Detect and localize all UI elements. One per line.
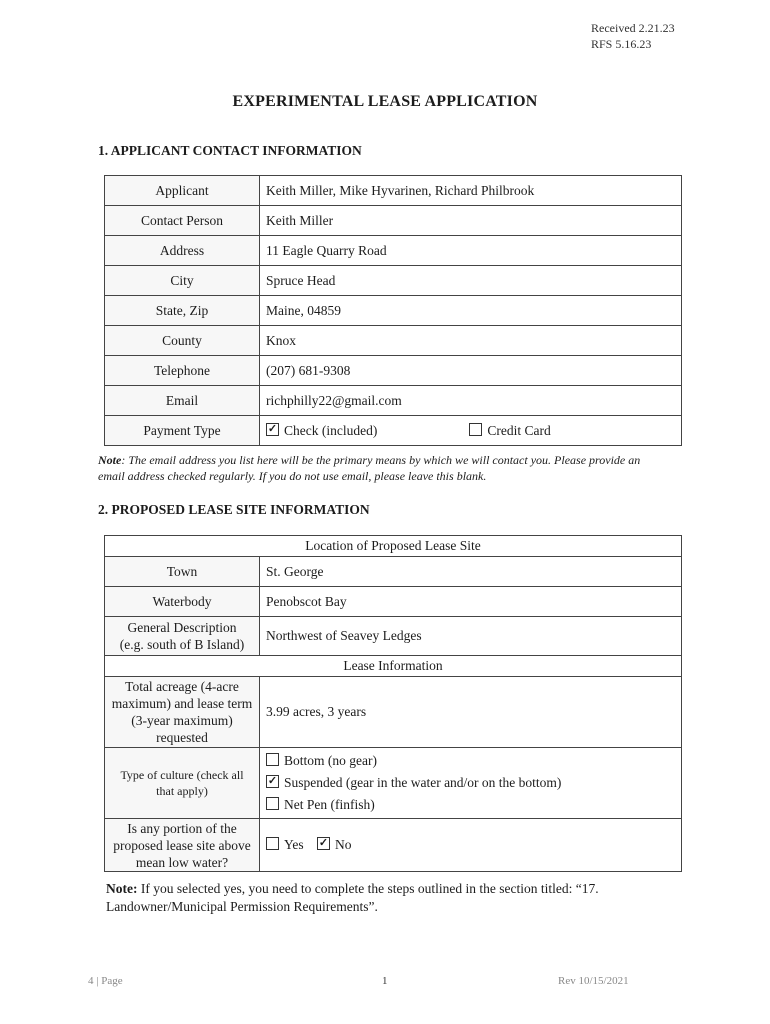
- lease-info-header: Lease Information: [105, 656, 682, 677]
- table-row: [105, 386, 682, 416]
- state-zip-field[interactable]: Maine, 04859: [260, 296, 682, 326]
- table-row: [105, 587, 682, 617]
- lease-site-table: [104, 535, 682, 872]
- above-low-water-options: [260, 819, 682, 872]
- checkbox-icon[interactable]: [266, 753, 279, 766]
- applicant-contact-table: [104, 175, 682, 446]
- table-row: [105, 656, 682, 677]
- note2-text: If you selected yes, you need to complete the steps outlined in the section titled: “17. Landowner/Municipal Permission Requirements”.: [106, 881, 599, 914]
- acreage-label: Total acreage (4-acre maximum) and lease term (3-year maximum) requested: [105, 677, 260, 748]
- email-field[interactable]: richphilly22@gmail.com: [260, 386, 682, 416]
- footer-page-label: 4 | Page: [88, 975, 123, 987]
- table-row: [105, 326, 682, 356]
- county-field[interactable]: Knox: [260, 326, 682, 356]
- culture-option-bottom[interactable]: [266, 750, 675, 772]
- town-field[interactable]: St. George: [260, 557, 682, 587]
- table-row: [105, 677, 682, 748]
- checkbox-icon[interactable]: [266, 797, 279, 810]
- payment-check-label: Check (included): [284, 422, 378, 438]
- footer-center-number: 1: [382, 975, 388, 987]
- checkbox-icon[interactable]: [266, 775, 279, 788]
- description-field[interactable]: Northwest of Seavey Ledges: [260, 617, 682, 656]
- table-row: [105, 748, 682, 819]
- table-row: [105, 236, 682, 266]
- payment-credit-option[interactable]: [469, 423, 550, 439]
- received-date: Received 2.21.23: [591, 21, 675, 35]
- email-note: [98, 452, 668, 484]
- description-label-line2: (e.g. south of B Island): [119, 637, 245, 652]
- waterbody-field[interactable]: Penobscot Bay: [260, 587, 682, 617]
- rfs-date: RFS 5.16.23: [591, 37, 652, 51]
- no-option[interactable]: [317, 837, 352, 852]
- town-label: Town: [105, 557, 260, 587]
- table-row: [105, 356, 682, 386]
- table-row: [105, 296, 682, 326]
- table-row: [105, 266, 682, 296]
- section1-heading: 1. APPLICANT CONTACT INFORMATION: [98, 143, 362, 158]
- culture-option-net-pen[interactable]: [266, 794, 675, 816]
- culture-option-label: Net Pen (finfish): [284, 797, 375, 812]
- telephone-field[interactable]: (207) 681-9308: [260, 356, 682, 386]
- checkbox-icon[interactable]: [317, 837, 330, 850]
- checkbox-icon[interactable]: [266, 423, 279, 436]
- email-label: Email: [105, 386, 260, 416]
- description-label: [105, 617, 260, 656]
- table-row: [105, 176, 682, 206]
- no-label: No: [335, 837, 352, 852]
- applicant-label: Applicant: [105, 176, 260, 206]
- telephone-label: Telephone: [105, 356, 260, 386]
- checkbox-icon[interactable]: [469, 423, 482, 436]
- culture-option-suspended[interactable]: [266, 772, 675, 794]
- city-field[interactable]: Spruce Head: [260, 266, 682, 296]
- payment-type-options: [260, 416, 682, 446]
- state-zip-label: State, Zip: [105, 296, 260, 326]
- table-row: [105, 206, 682, 236]
- table-row: [105, 557, 682, 587]
- table-row: [105, 416, 682, 446]
- received-stamp: [591, 20, 675, 52]
- yes-option[interactable]: [266, 837, 304, 852]
- permission-note: [106, 880, 686, 916]
- section2-heading: 2. PROPOSED LEASE SITE INFORMATION: [98, 502, 370, 517]
- address-field[interactable]: 11 Eagle Quarry Road: [260, 236, 682, 266]
- contact-person-field[interactable]: Keith Miller: [260, 206, 682, 236]
- payment-check-option[interactable]: [266, 423, 466, 439]
- page-title: EXPERIMENTAL LEASE APPLICATION: [232, 93, 538, 110]
- above-low-water-label: Is any portion of the proposed lease site above mean low water?: [105, 819, 260, 872]
- culture-option-label: Suspended (gear in the water and/or on the bottom): [284, 775, 562, 790]
- table-row: [105, 819, 682, 872]
- table-row: [105, 617, 682, 656]
- table-row: [105, 536, 682, 557]
- address-label: Address: [105, 236, 260, 266]
- county-label: County: [105, 326, 260, 356]
- yes-label: Yes: [284, 837, 304, 852]
- culture-options: [260, 748, 682, 819]
- description-label-line1: General Description: [127, 620, 237, 635]
- city-label: City: [105, 266, 260, 296]
- footer-revision: Rev 10/15/2021: [558, 975, 629, 987]
- culture-option-label: Bottom (no gear): [284, 753, 377, 768]
- contact-person-label: Contact Person: [105, 206, 260, 236]
- note-bold-label: Note: [98, 453, 122, 467]
- payment-type-label: Payment Type: [105, 416, 260, 446]
- waterbody-label: Waterbody: [105, 587, 260, 617]
- culture-type-label: Type of culture (check all that apply): [105, 748, 260, 819]
- note-text: : The email address you list here will be the primary means by which we will contact you. Please provide an email address checked regularly. If you do not use email, please leave this blank.: [98, 453, 641, 483]
- location-header: Location of Proposed Lease Site: [105, 536, 682, 557]
- payment-credit-label: Credit Card: [487, 422, 551, 438]
- checkbox-icon[interactable]: [266, 837, 279, 850]
- note2-bold-label: Note:: [106, 881, 138, 896]
- acreage-field[interactable]: 3.99 acres, 3 years: [260, 677, 682, 748]
- applicant-field[interactable]: Keith Miller, Mike Hyvarinen, Richard Philbrook: [260, 176, 682, 206]
